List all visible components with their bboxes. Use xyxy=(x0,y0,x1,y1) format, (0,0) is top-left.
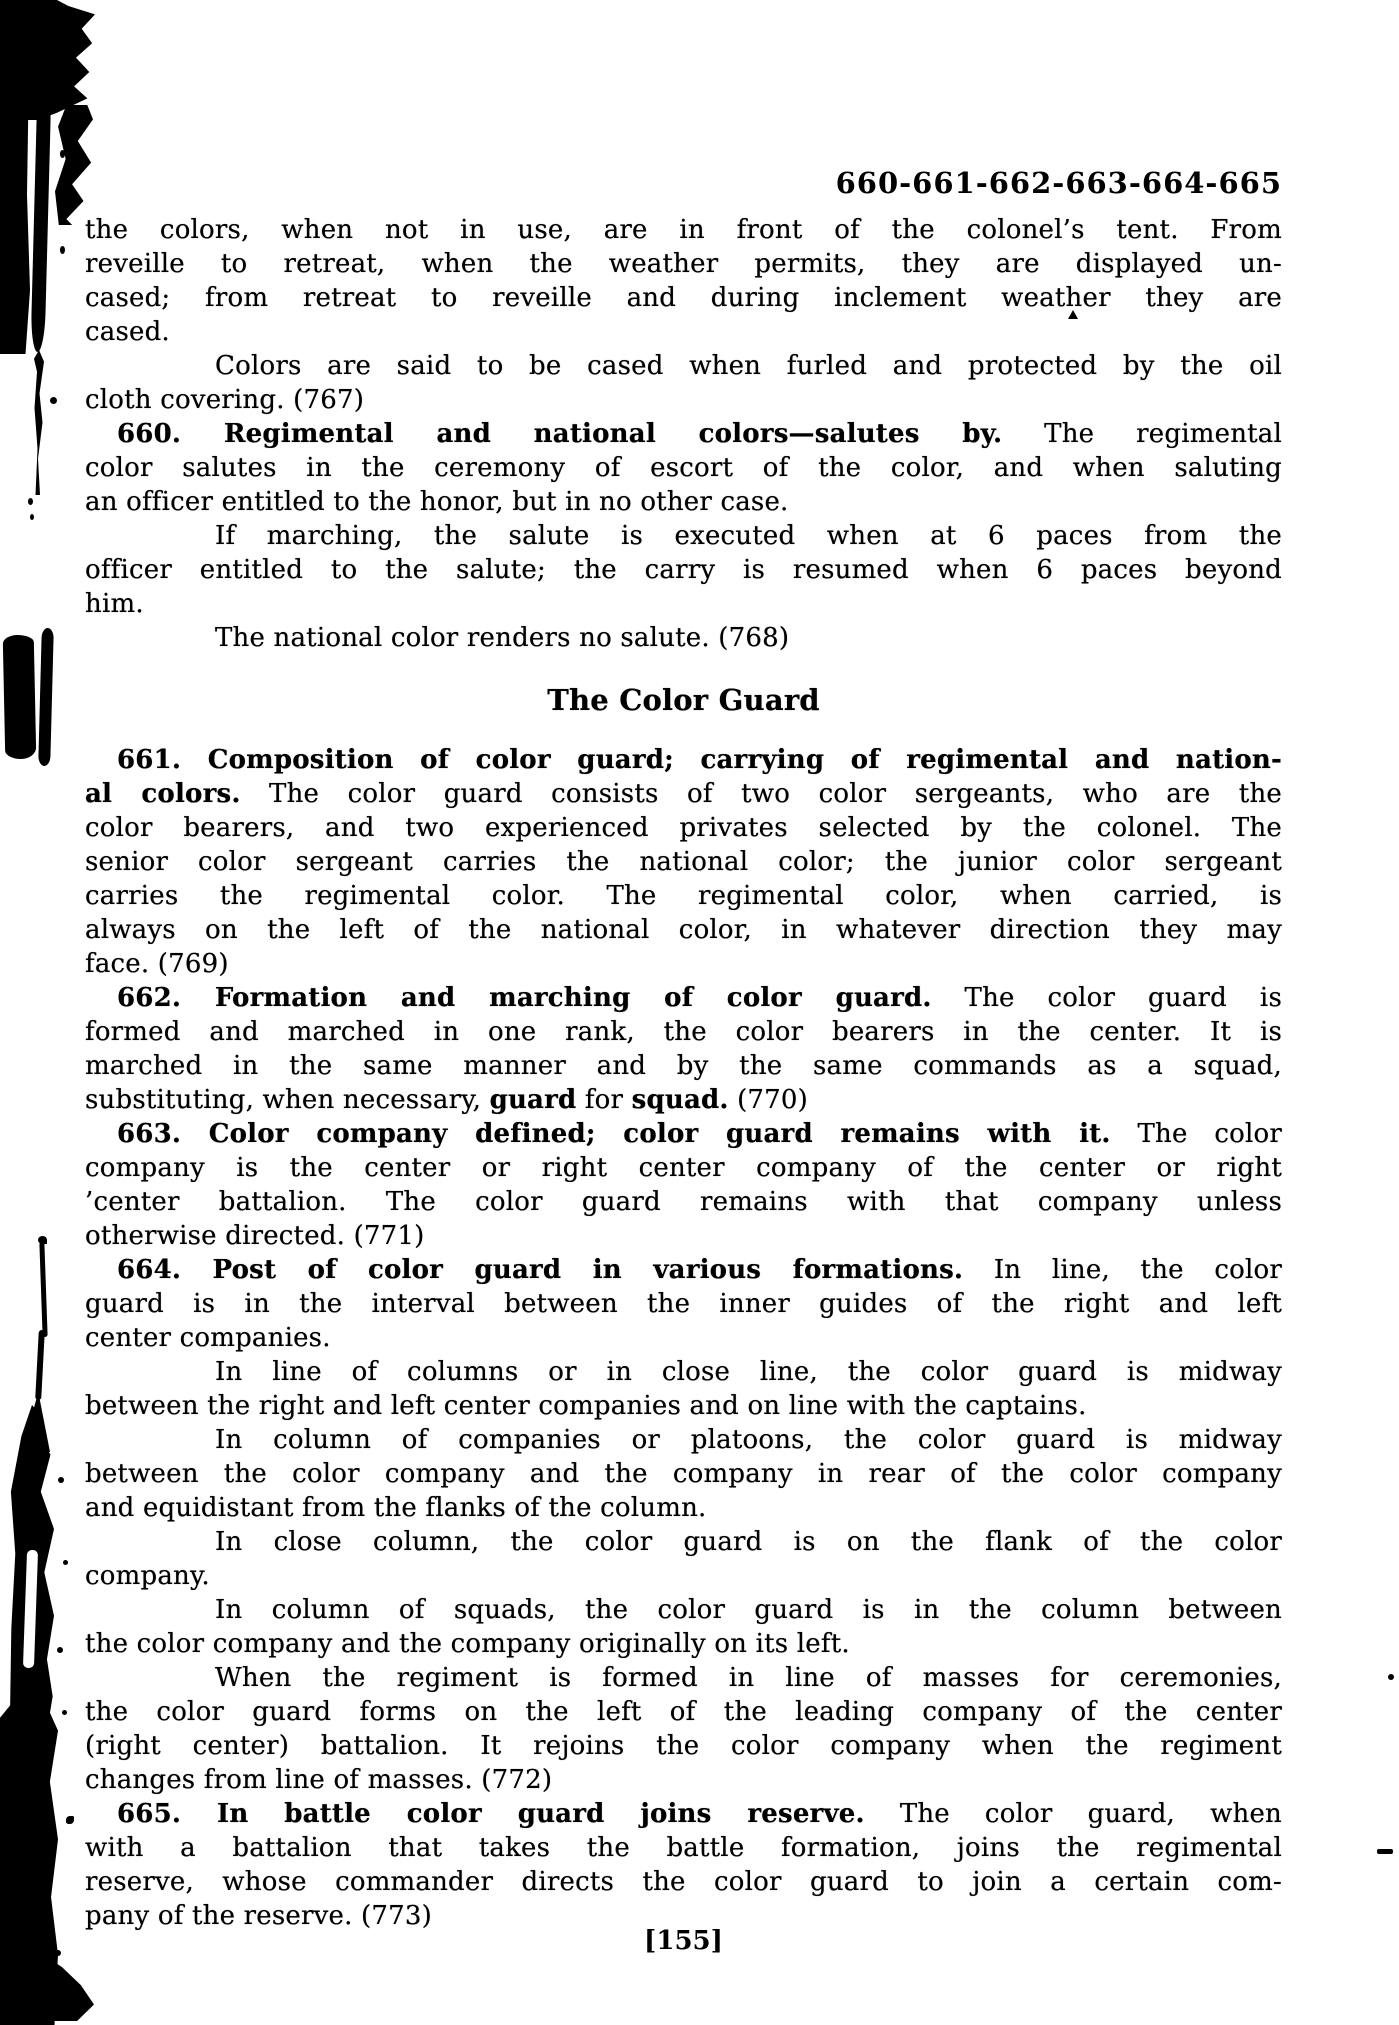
text-segment: officer entitled to the salute; the carry is resumed when 6 paces beyond xyxy=(85,555,1282,585)
text-segment: guard is in the interval between the inner guides of the right and left xyxy=(85,1289,1282,1319)
text-line xyxy=(85,1865,1282,1899)
bold-text-segment: al colors. xyxy=(85,779,241,809)
text-line xyxy=(85,1831,1282,1865)
text-block xyxy=(85,213,1282,1933)
text-line xyxy=(85,1219,1282,1253)
text-line xyxy=(85,213,1282,247)
text-segment: company is the center or right center company of the center or right xyxy=(85,1153,1282,1183)
text-line xyxy=(85,1593,1282,1627)
text-line xyxy=(85,621,1282,655)
bold-text-segment: squad. xyxy=(631,1085,729,1115)
text-line xyxy=(85,315,1282,349)
text-segment: The color guard, when xyxy=(864,1799,1283,1829)
text-segment: the color company and the company originally on its left. xyxy=(85,1629,850,1659)
text-segment: The regimental xyxy=(1002,419,1282,449)
ink-squiggle xyxy=(39,1242,47,1337)
text-line xyxy=(85,981,1282,1015)
text-segment: the color guard forms on the left of the leading company of the center xyxy=(85,1697,1282,1727)
text-segment: reserve, whose commander directs the color guard to join a certain com- xyxy=(85,1867,1282,1897)
text-line xyxy=(85,553,1282,587)
text-segment: him. xyxy=(85,589,144,619)
text-line xyxy=(85,281,1282,315)
text-line xyxy=(85,1695,1282,1729)
text-segment: color bearers, and two experienced privates selected by the colonel. The xyxy=(85,813,1282,843)
text-line xyxy=(85,777,1282,811)
text-segment: changes from line of masses. (772) xyxy=(85,1765,553,1795)
ink-speck xyxy=(58,1477,64,1483)
bold-text-segment: 660. Regimental and national colors—salutes by. xyxy=(117,419,1003,449)
text-line xyxy=(85,1491,1282,1525)
ink-speck xyxy=(60,150,65,158)
text-segment: carries the regimental color. The regimental color, when carried, is xyxy=(85,881,1282,911)
text-line xyxy=(85,1287,1282,1321)
ink-smudge-taper-sliver xyxy=(34,350,44,495)
ink-speck xyxy=(28,498,33,505)
text-line xyxy=(85,1763,1282,1797)
text-segment: pany of the reserve. (773) xyxy=(85,1901,432,1931)
text-line xyxy=(85,485,1282,519)
text-segment: If marching, the salute is executed when at 6 paces from the xyxy=(215,521,1282,551)
text-segment: color salutes in the ceremony of escort of the color, and when saluting xyxy=(85,453,1282,483)
text-line xyxy=(85,587,1282,621)
text-segment: In column of companies or platoons, the color guard is midway xyxy=(215,1425,1282,1455)
bold-text-segment: 663. Color company defined; color guard remains with it. xyxy=(117,1119,1111,1149)
bold-text-segment: 665. In battle color guard joins reserve. xyxy=(117,1799,865,1829)
ink-speck xyxy=(66,1816,74,1824)
bold-text-segment: 661. Composition of color guard; carrying of regimental and nation- xyxy=(117,745,1282,775)
text-line xyxy=(85,1151,1282,1185)
text-segment: (770) xyxy=(728,1085,809,1115)
text-line xyxy=(85,1355,1282,1389)
text-line xyxy=(85,1253,1282,1287)
ink-smudge-bottom-flare xyxy=(0,1952,94,2021)
text-line xyxy=(85,879,1282,913)
text-segment: for xyxy=(576,1085,632,1115)
text-line xyxy=(85,947,1282,981)
text-segment: The color guard is xyxy=(931,983,1282,1013)
ink-speck xyxy=(63,1560,68,1565)
text-line xyxy=(85,1525,1282,1559)
text-segment: marched in the same manner and by the same commands as a squad, xyxy=(85,1051,1282,1081)
text-segment: always on the left of the national color, in whatever direction they may xyxy=(85,915,1282,945)
ink-smudge-mid-bar-thin xyxy=(38,628,54,766)
text-line xyxy=(85,349,1282,383)
text-segment: formed and marched in one rank, the color bearers in the center. It is xyxy=(85,1017,1282,1047)
text-line xyxy=(85,1049,1282,1083)
text-line xyxy=(85,383,1282,417)
ink-squiggle xyxy=(35,1330,45,1400)
text-segment: ’center battalion. The color guard remains with that company unless xyxy=(85,1187,1282,1217)
text-line xyxy=(85,811,1282,845)
text-line xyxy=(85,519,1282,553)
bold-text-segment: 664. Post of color guard in various formations. xyxy=(117,1255,964,1285)
text-segment: cloth covering. (767) xyxy=(85,385,365,415)
ink-speck xyxy=(50,397,57,404)
bold-text-segment: 662. Formation and marching of color guard. xyxy=(117,983,932,1013)
text-line xyxy=(85,451,1282,485)
text-segment: face. (769) xyxy=(85,949,229,979)
text-line xyxy=(85,1729,1282,1763)
text-segment: between the color company and the company in rear of the color company xyxy=(85,1459,1282,1489)
text-segment: In close column, the color guard is on the flank of the color xyxy=(215,1527,1282,1557)
text-line xyxy=(85,1423,1282,1457)
text-line xyxy=(85,1797,1282,1831)
text-segment: between the right and left center companies and on line with the captains. xyxy=(85,1391,1087,1421)
text-segment: otherwise directed. (771) xyxy=(85,1221,425,1251)
text-segment: Colors are said to be cased when furled and protected by the oil xyxy=(215,351,1282,381)
ink-speck xyxy=(30,514,34,520)
text-segment: cased. xyxy=(85,317,170,347)
text-line xyxy=(85,247,1282,281)
ink-dash xyxy=(1377,1849,1393,1854)
text-segment: and equidistant from the flanks of the column. xyxy=(85,1493,707,1523)
ink-speck xyxy=(57,1647,63,1653)
ink-speck xyxy=(60,246,65,254)
text-segment: (right center) battalion. It rejoins the color company when the regiment xyxy=(85,1731,1282,1761)
ink-smudge-inner-strip xyxy=(30,84,51,352)
text-line xyxy=(85,1321,1282,1355)
text-segment: substituting, when necessary, xyxy=(85,1085,490,1115)
text-segment: senior color sergeant carries the national color; the junior color sergeant xyxy=(85,847,1282,877)
text-segment: company. xyxy=(85,1561,210,1591)
bold-text-segment: guard xyxy=(489,1085,577,1115)
text-segment: The national color renders no salute. (768) xyxy=(215,623,790,653)
text-segment: cased; from retreat to reveille and during inclement weather they are xyxy=(85,283,1282,313)
text-line xyxy=(85,417,1282,451)
text-line xyxy=(85,743,1282,777)
text-segment: center companies. xyxy=(85,1323,331,1353)
ink-smudge-mid-bar xyxy=(3,635,37,760)
text-line xyxy=(85,1083,1282,1117)
text-segment: In column of squads, the color guard is in the column between xyxy=(215,1595,1282,1625)
section-heading: The Color Guard xyxy=(547,683,820,717)
text-segment: The color guard consists of two color sergeants, who are the xyxy=(240,779,1282,809)
text-segment: reveille to retreat, when the weather permits, they are displayed un- xyxy=(85,249,1282,279)
text-line xyxy=(85,1185,1282,1219)
text-line xyxy=(85,1117,1282,1151)
ink-speck xyxy=(1388,1674,1394,1680)
text-line xyxy=(85,1457,1282,1491)
ink-speck xyxy=(62,1710,67,1715)
text-segment: the colors, when not in use, are in front of the colonel’s tent. From xyxy=(85,215,1282,245)
text-line xyxy=(85,1559,1282,1593)
text-line xyxy=(85,1627,1282,1661)
text-line xyxy=(85,1661,1282,1695)
text-segment: When the regiment is formed in line of masses for ceremonies, xyxy=(215,1663,1282,1693)
text-segment: The color xyxy=(1110,1119,1283,1149)
page-number: [155] xyxy=(644,1926,723,1956)
text-segment: In line of columns or in close line, the color guard is midway xyxy=(215,1357,1282,1387)
text-line xyxy=(85,1015,1282,1049)
text-segment: an officer entitled to the honor, but in no other case. xyxy=(85,487,789,517)
page-header-paragraph-numbers: 660-661-662-663-664-665 xyxy=(835,166,1282,200)
ink-speck xyxy=(55,1950,61,1956)
ink-smudge-left-bar xyxy=(0,0,30,354)
text-line xyxy=(85,913,1282,947)
text-line xyxy=(85,845,1282,879)
text-segment: In line, the color xyxy=(963,1255,1282,1285)
text-line xyxy=(85,1389,1282,1423)
text-segment: with a battalion that takes the battle formation, joins the regimental xyxy=(85,1833,1282,1863)
